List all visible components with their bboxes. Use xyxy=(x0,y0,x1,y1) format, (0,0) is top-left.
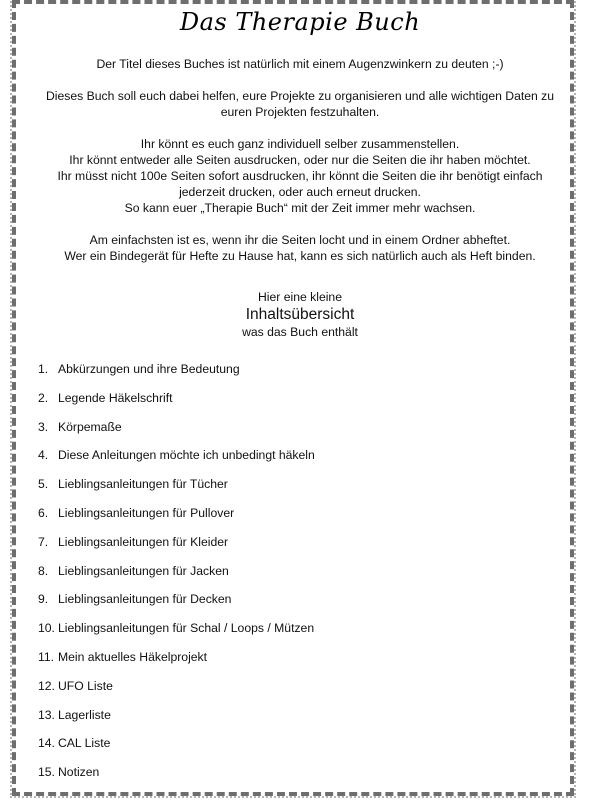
toc-item xyxy=(38,765,315,794)
toc-item xyxy=(38,391,315,420)
intro-line: Wer ein Bindegerät für Hefte zu Hause hat, kann es sich natürlich auch als Heft binden. xyxy=(64,249,536,263)
toc-item-label: Lieblingsanleitungen für Pullover xyxy=(58,505,235,520)
toc-item-number: 1. xyxy=(38,362,49,376)
toc-item-number: 10. xyxy=(38,621,55,636)
intro-line: euren Projekten festzuhalten. xyxy=(220,105,380,119)
toc-item-label: Diese Anleitungen möchte ich unbedingt häkeln xyxy=(58,448,315,463)
intro-paragraph-2 xyxy=(30,88,570,120)
toc-heading-intro: Hier eine kleine xyxy=(257,290,342,304)
toc-item-number: 3. xyxy=(38,419,49,434)
intro-line: Am einfachsten ist es, wenn ihr die Seiten locht und in einem Ordner abheftet. xyxy=(89,233,511,247)
toc-item xyxy=(38,564,315,593)
toc-item-label: Körpemaße xyxy=(58,419,122,434)
toc-item-number: 11. xyxy=(38,649,55,664)
toc-item-number: 14. xyxy=(38,736,55,751)
intro-line: Ihr müsst nicht 100e Seiten sofort ausdrucken, ihr könnt die Seiten die ihr benötigt einfach xyxy=(57,169,543,183)
toc-heading xyxy=(0,290,600,340)
toc-heading-subtitle: was das Buch enthält xyxy=(242,325,358,339)
toc-item xyxy=(38,650,315,679)
toc-item-label: Abkürzungen und ihre Bedeutung xyxy=(58,362,240,376)
toc-item-label: CAL Liste xyxy=(58,736,111,751)
toc-item-label: Lieblingsanleitungen für Jacken xyxy=(58,563,229,578)
toc-item-label: Lagerliste xyxy=(58,707,111,722)
intro-line: jederzeit drucken, oder auch erneut drucken. xyxy=(179,185,421,199)
toc-item-number: 8. xyxy=(38,563,49,578)
intro-line: Dieses Buch soll euch dabei helfen, eure Projekte zu organisieren und alle wichtigen Daten zu xyxy=(45,89,555,103)
toc-item xyxy=(38,679,315,708)
toc-item-number: 12. xyxy=(38,678,55,693)
toc-item-number: 5. xyxy=(38,477,49,492)
intro-paragraph-4 xyxy=(30,232,570,264)
toc-item-label: Lieblingsanleitungen für Schal / Loops / Mützen xyxy=(58,621,315,636)
toc-item-number: 4. xyxy=(38,448,49,463)
toc-item xyxy=(38,362,315,391)
intro-line: Der Titel dieses Buches ist natürlich mit einem Augenzwinkern zu deuten ;-) xyxy=(96,57,504,71)
toc-heading-title: Inhaltsübersicht xyxy=(245,306,355,323)
intro-paragraph-3 xyxy=(30,136,570,216)
toc-item xyxy=(38,448,315,477)
toc-item-label: Lieblingsanleitungen für Tücher xyxy=(58,477,228,492)
intro-paragraph-1 xyxy=(30,56,570,72)
toc-item-number: 7. xyxy=(38,534,49,549)
toc-item xyxy=(38,621,315,650)
toc-item-number: 6. xyxy=(38,505,49,520)
page-title: Das Therapie Buch xyxy=(179,8,421,36)
toc-item xyxy=(38,592,315,621)
toc-item xyxy=(38,420,315,449)
toc-item-number: 13. xyxy=(38,707,55,722)
toc-item xyxy=(38,736,315,765)
toc-item-label: Lieblingsanleitungen für Kleider xyxy=(58,534,229,549)
intro-line: So kann euer „Therapie Buch“ mit der Zeit immer mehr wachsen. xyxy=(124,201,476,215)
toc-item-number: 2. xyxy=(38,390,49,405)
toc-item xyxy=(38,506,315,535)
toc-item-label: Lieblingsanleitungen für Decken xyxy=(58,592,232,607)
toc-item-label: Mein aktuelles Häkelprojekt xyxy=(58,649,208,664)
intro-text xyxy=(30,56,570,280)
toc-item xyxy=(38,477,315,506)
table-of-contents xyxy=(38,362,315,794)
toc-item-label: Legende Häkelschrift xyxy=(58,390,173,405)
intro-line: Ihr könnt entweder alle Seiten ausdrucken, oder nur die Seiten die ihr haben möchtet. xyxy=(69,153,531,167)
intro-line: Ihr könnt es euch ganz individuell selber zusammenstellen. xyxy=(140,137,460,151)
toc-item-number: 9. xyxy=(38,592,49,607)
toc-item-number: 15. xyxy=(38,765,55,780)
toc-item-label: Notizen xyxy=(58,765,100,780)
toc-item xyxy=(38,708,315,737)
toc-item-label: UFO Liste xyxy=(58,678,113,693)
toc-item xyxy=(38,535,315,564)
